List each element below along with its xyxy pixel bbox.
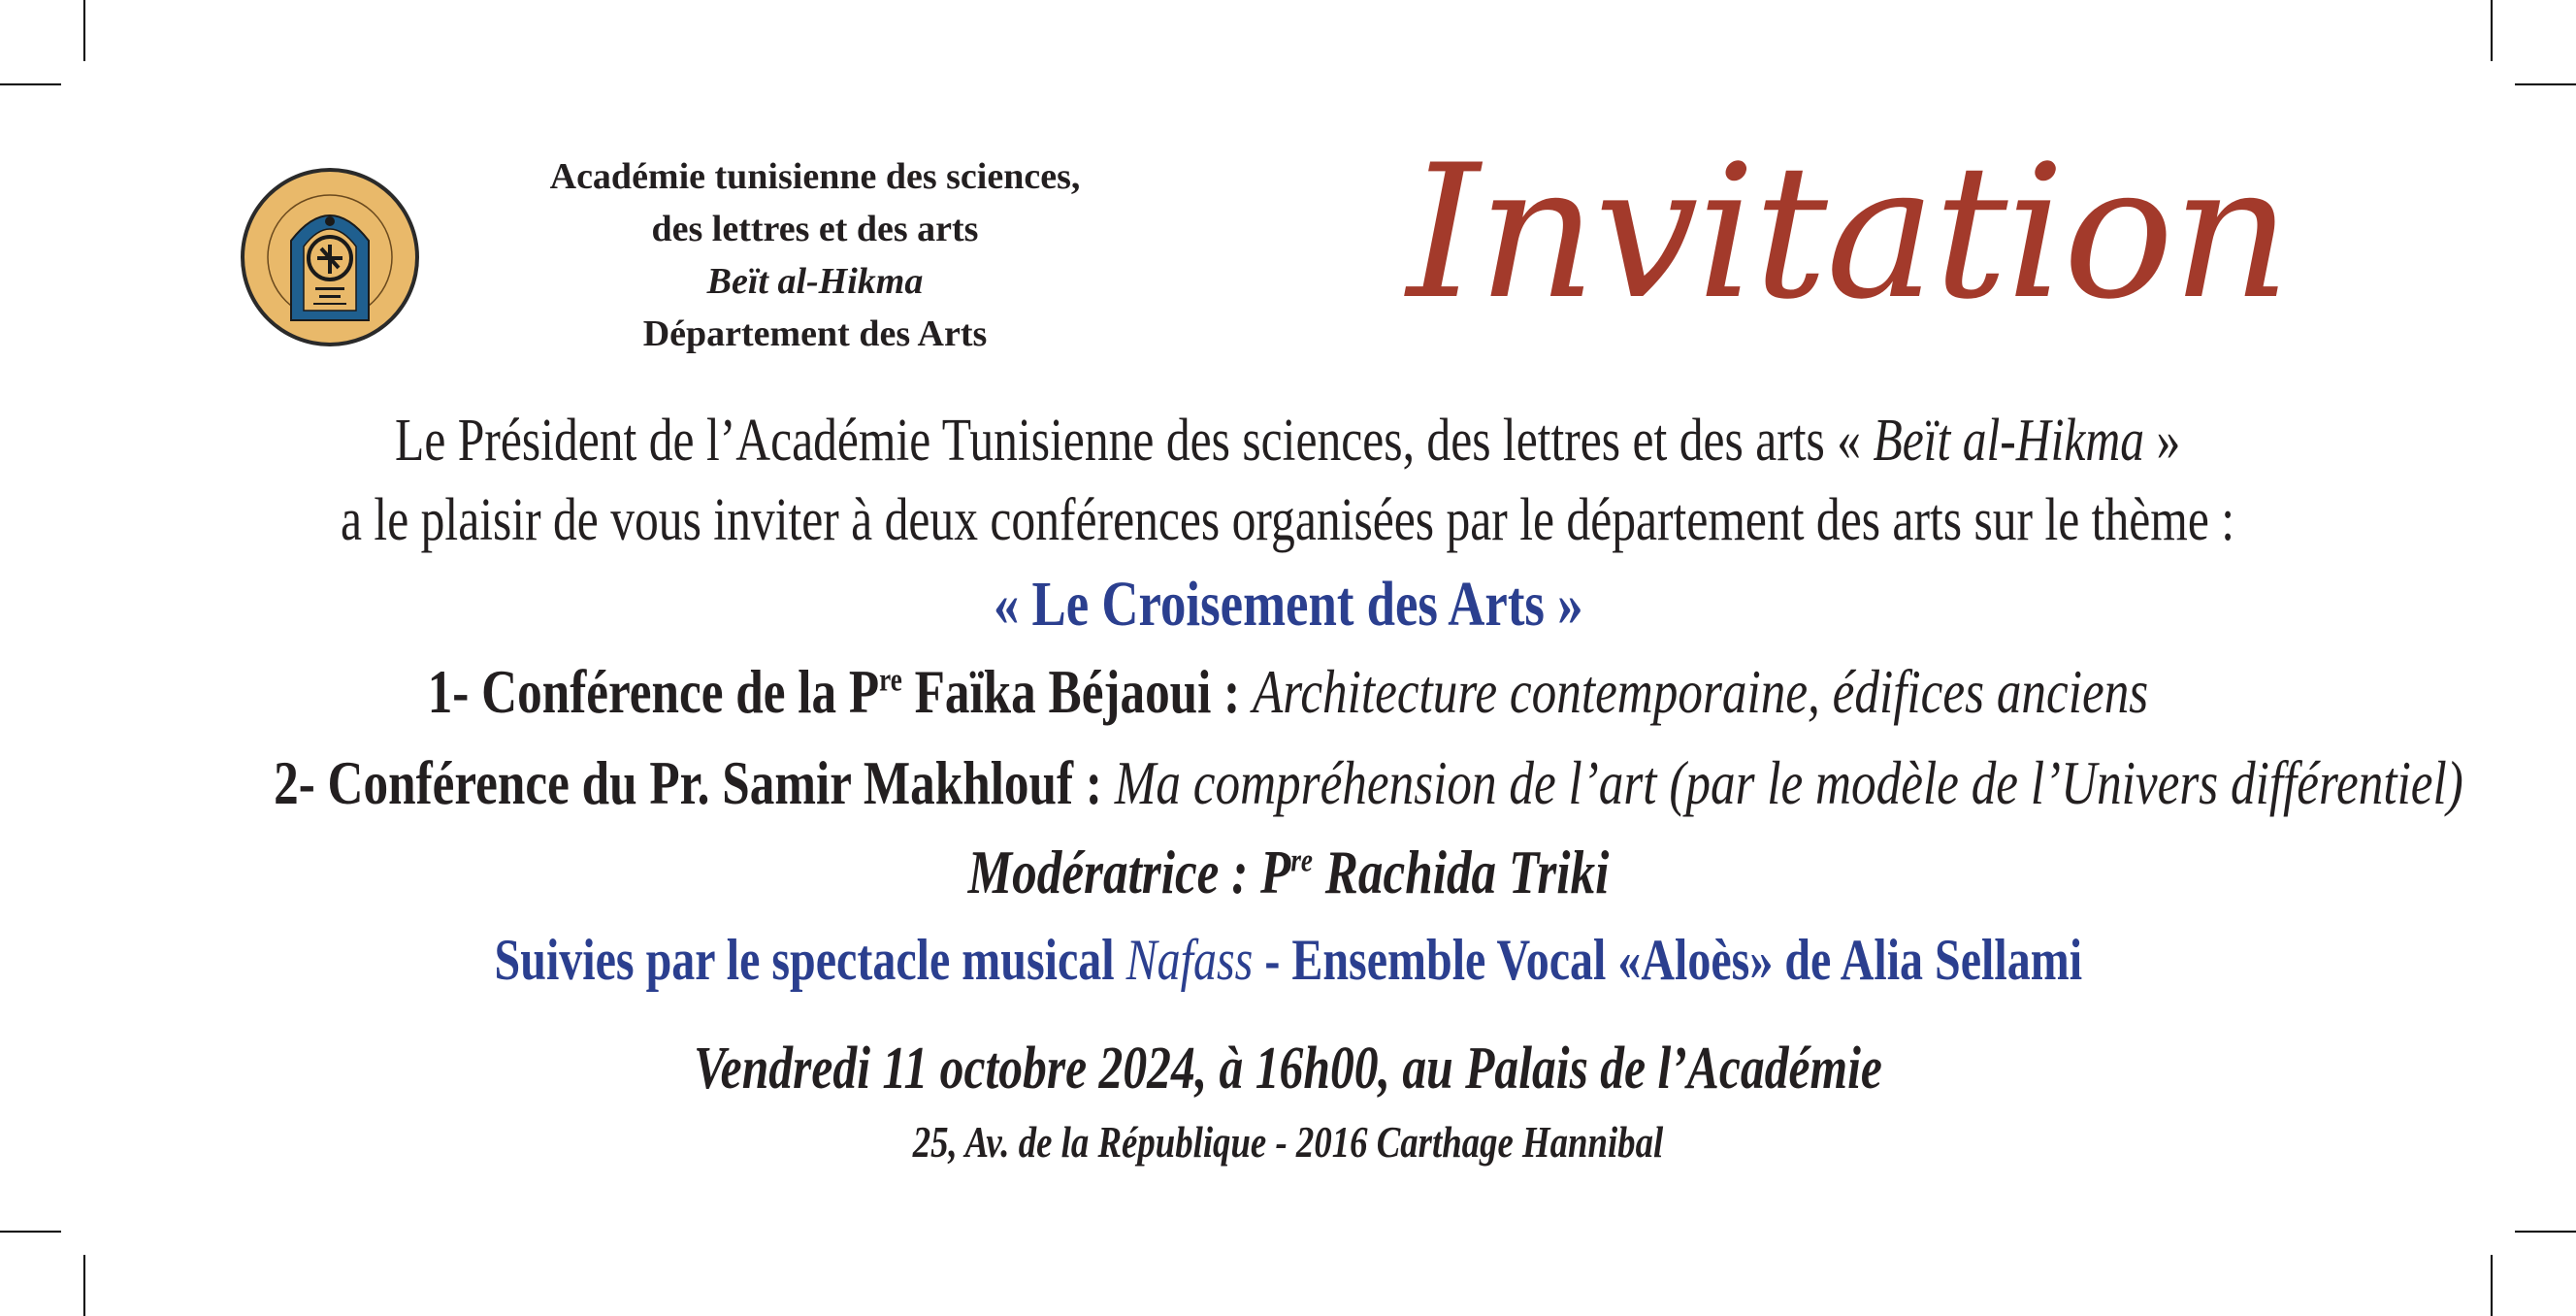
- crop-mark: [83, 1255, 85, 1316]
- intro-line2: [0, 481, 2576, 559]
- crop-mark: [2515, 83, 2576, 85]
- academy-header: [441, 150, 1189, 360]
- conf1-speaker: Faïka Béjaoui :: [901, 657, 1254, 726]
- academy-subtitle: Beït al-Hikma: [706, 261, 924, 302]
- crop-mark: [2491, 1255, 2493, 1316]
- crop-mark: [0, 83, 61, 85]
- moderator: [0, 837, 2576, 908]
- show-ensemble: - Ensemble Vocal «Aloès» de Alia Sellami: [1253, 928, 2082, 992]
- intro-line1-close: »: [2144, 408, 2181, 474]
- academy-seal-logo: [238, 165, 422, 349]
- theme-title: [0, 568, 2576, 642]
- conf2-topic: Ma compréhension de l’art (par le modèle de l’Univers différentiel): [1114, 748, 2463, 817]
- academy-name-line2: des lettres et des arts: [651, 209, 979, 249]
- event-date: [0, 1035, 2576, 1103]
- crop-mark: [0, 1231, 61, 1233]
- crop-mark: [2515, 1231, 2576, 1233]
- invitation-title: Invitation: [1407, 125, 2290, 340]
- conf1-lead: 1- Conférence de la P: [427, 657, 880, 726]
- conference-1: [0, 656, 2576, 728]
- moderator-sup: re: [1289, 842, 1313, 879]
- conf2-lead: 2- Conférence du Pr. Samir Makhlouf :: [274, 748, 1115, 817]
- event-address-text: 25, Av. de la République - 2016 Carthage Hannibal: [912, 1117, 1664, 1167]
- crop-mark: [83, 0, 85, 61]
- event-date-text: Vendredi 11 octobre 2024, à 16h00, au Palais de l’Académie: [694, 1036, 1882, 1102]
- musical-show: [0, 927, 2576, 994]
- show-name: Nafass: [1125, 928, 1254, 992]
- event-address: [0, 1116, 2576, 1168]
- crop-mark: [2491, 0, 2493, 61]
- department-name: Département des Arts: [642, 313, 988, 354]
- conference-2: [0, 747, 2576, 819]
- intro-line1-academy: Beït al-Hikma: [1873, 408, 2145, 474]
- theme-text: « Le Croisement des Arts »: [993, 569, 1583, 640]
- intro-line1-text: Le Président de l’Académie Tunisienne des sciences, des lettres et des arts «: [395, 408, 1874, 474]
- moderator-name: Rachida Triki: [1312, 838, 1609, 906]
- moderator-lead: Modératrice : P: [967, 838, 1290, 906]
- academy-name-line1: Académie tunisienne des sciences,: [549, 156, 1081, 197]
- conf1-topic: Architecture contemporaine, édifices anciens: [1253, 657, 2149, 726]
- intro-line2-text: a le plaisir de vous inviter à deux conférences organisées par le département des arts sur le thème :: [341, 487, 2235, 553]
- intro-line1: [0, 402, 2576, 479]
- conf1-sup: re: [879, 662, 902, 699]
- show-lead: Suivies par le spectacle musical: [494, 928, 1126, 992]
